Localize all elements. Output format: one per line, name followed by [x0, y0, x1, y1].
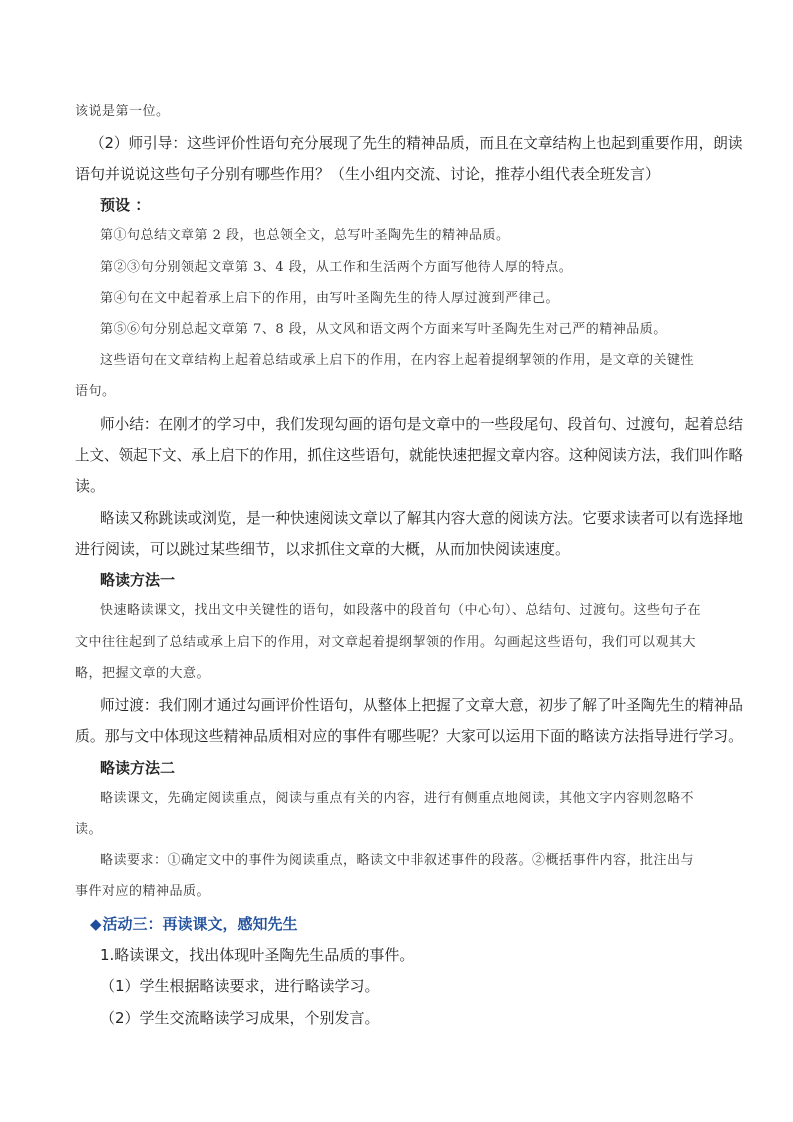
activity-heading-text: 活动三：再读课文，感知先生 — [102, 915, 298, 933]
paragraph-line: 进行阅读，可以跳过某些细节，以求抓住文章的大概，从而加快阅读速度。 — [75, 540, 571, 558]
paragraph-line: 1.略读课文，找出体现叶圣陶先生品质的事件。 — [100, 946, 415, 964]
paragraph-line: 略读课文，先确定阅读重点，阅读与重点有关的内容，进行有侧重点地阅读，其他文字内容则忽略不 — [100, 791, 695, 806]
section-label: 略读方法一 — [100, 571, 176, 589]
paragraph-line: 语句。 — [75, 384, 116, 399]
paragraph-line: （1）学生根据略读要求，进行略读学习。 — [100, 977, 380, 995]
paragraph-line: 第④句在文中起着承上启下的作用，由写叶圣陶先生的待人厚过渡到严律己。 — [100, 291, 560, 306]
paragraph-line: 质。那与文中体现这些精神品质相对应的事件有哪些呢？大家可以运用下面的略读方法指导进行学习。 — [75, 727, 743, 745]
paragraph-line: 快速略读课文，找出文中关键性的语句，如段落中的段首句（中心句）、总结句、过渡句。这些句子在 — [100, 603, 702, 618]
paragraph-line: （2）师引导：这些评价性语句充分展现了先生的精神品质，而且在文章结构上也起到重要作用，朗读 — [90, 134, 743, 152]
paragraph-line: 读。 — [75, 477, 106, 495]
paragraph-line: 略，把握文章的大意。 — [75, 666, 211, 681]
paragraph-line: 师过渡：我们刚才通过勾画评价性语句，从整体上把握了文章大意，初步了解了叶圣陶先生的精神品 — [100, 696, 743, 714]
paragraph-line: 语句并说说这些句子分别有哪些作用？（生小组内交流、讨论，推荐小组代表全班发言） — [75, 165, 661, 183]
diamond-icon: ◆ — [90, 915, 102, 933]
section-label: 略读方法二 — [100, 759, 176, 777]
paragraph-line: 这些语句在文章结构上起着总结或承上启下的作用，在内容上起着提纲挈领的作用，是文章的关键性 — [100, 353, 695, 368]
paragraph-line: 该说是第一位。 — [75, 104, 170, 119]
paragraph-line: （2）学生交流略读学习成果，个别发言。 — [100, 1009, 380, 1027]
paragraph-line: 上文、领起下文、承上启下的作用，抓住这些语句，就能快速把握文章内容。这种阅读方法，我们叫作略 — [75, 446, 744, 464]
paragraph-line: 第⑤⑥句分别总起文章第 7、8 段，从文风和语文两个方面来写叶圣陶先生对己严的精神品质。 — [100, 322, 667, 337]
preset-label: 预设 ： — [100, 196, 151, 214]
paragraph-line: 略读要求：①确定文中的事件为阅读重点，略读文中非叙述事件的段落。②概括事件内容，批注出与 — [100, 853, 695, 868]
paragraph-line: 第②③句分别领起文章第 3、4 段，从工作和生活两个方面写他待人厚的特点。 — [100, 260, 573, 275]
activity-heading — [90, 917, 298, 932]
paragraph-line: 事件对应的精神品质。 — [75, 884, 211, 899]
paragraph-line: 略读又称跳读或浏览，是一种快速阅读文章以了解其内容大意的阅读方法。它要求读者可以有选择地 — [100, 509, 743, 527]
paragraph-line: 读。 — [75, 822, 103, 837]
paragraph-line: 师小结：在刚才的学习中，我们发现勾画的语句是文章中的一些段尾句、段首句、过渡句，起着总结 — [100, 415, 743, 433]
paragraph-line: 第①句总结文章第 2 段，也总领全文，总写叶圣陶先生的精神品质。 — [100, 228, 510, 243]
paragraph-line: 文中往往起到了总结或承上启下的作用，对文章起着提纲挈领的作用。勾画起这些语句，我们可以观其大 — [75, 635, 697, 650]
